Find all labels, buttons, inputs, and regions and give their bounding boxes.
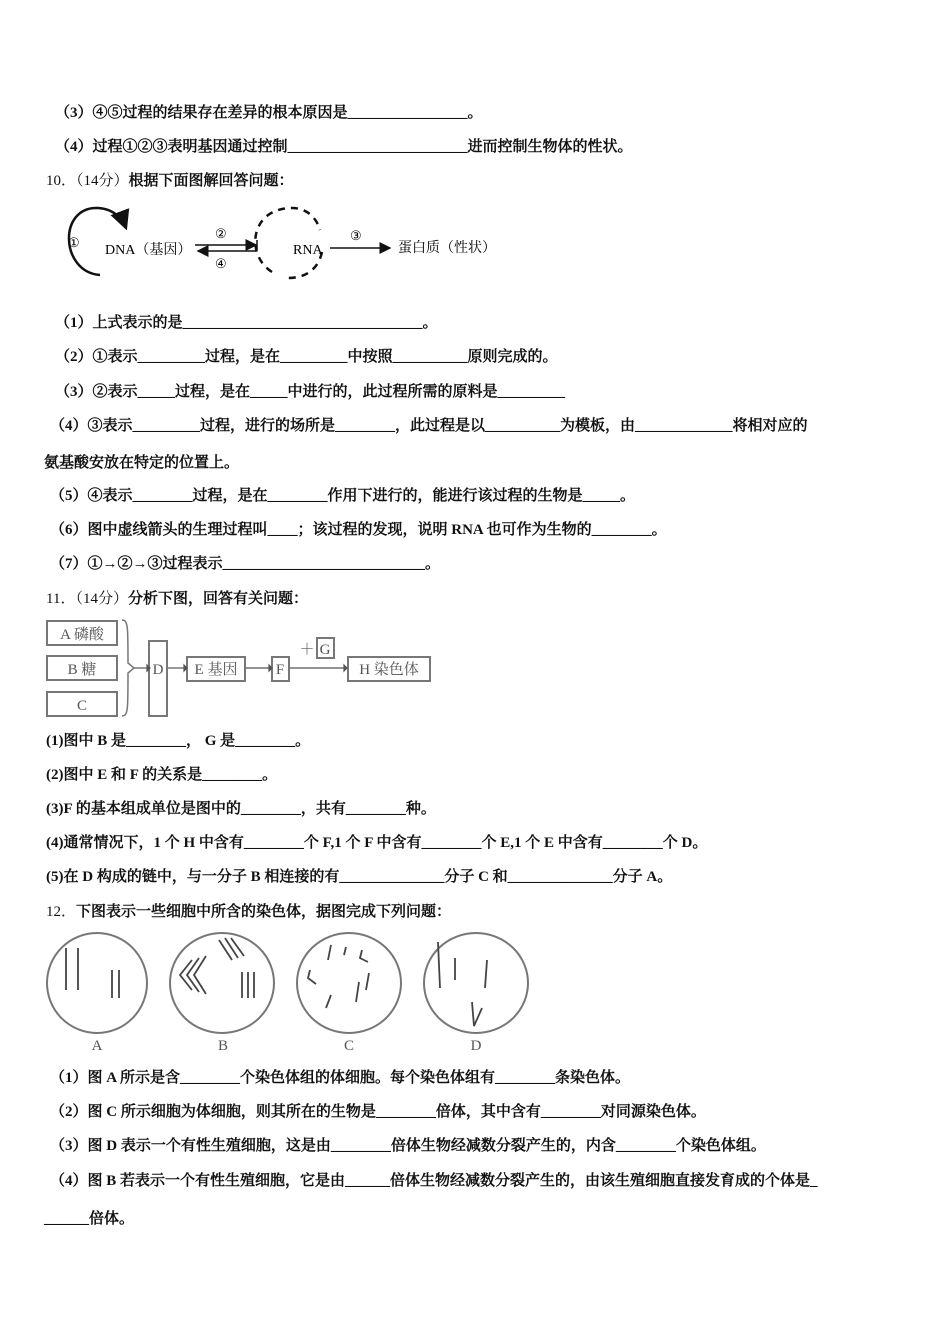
box-a-phosphate: A 磷酸 [60,627,104,643]
q10-part3: （3）②表示_____过程，是在_____中进行的，此过程所需的原料是_________ [55,384,566,400]
gene-structure-diagram [44,618,434,720]
q10-part4-cont: 氨基酸安放在特定的位置上。 [44,455,240,471]
q10-part6: （6）图中虚线箭头的生理过程叫____；该过程的发现，说明 RNA 也可作为生物的________。 [50,522,667,538]
cell-c [297,933,401,1033]
q11-part2: (2)图中 E 和 F 的关系是________。 [46,767,278,783]
box-d: D [152,662,164,678]
q10-part4: （4）③表示_________过程，进行的场所是________，此过程是以__________为模板，由_____________将相对应的 [50,418,808,434]
q11-part1: (1)图中 B 是________， G 是________。 [46,733,311,749]
q9-part4: （4）过程①②③表明基因通过控制________________________进而控制生物体的性状。 [55,139,633,155]
box-f: F [275,662,285,678]
cell-b-label: B [217,1038,229,1054]
q10-header [46,171,294,191]
question-prompt: 下图表示一些细胞中所含的染色体，据图完成下列问题： [76,904,452,920]
q11-part4: (4)通常情况下，1 个 H 中含有________个 F,1 个 F 中含有________个 E,1 个 E 中含有________个 D。 [46,835,708,851]
q9-part3: （3）④⑤过程的结果存在差异的根本原因是________________。 [55,105,483,121]
box-g: G [319,642,331,658]
step2-label: ② [215,226,227,241]
q11-part3: (3)F 的基本组成单位是图中的________，共有________种。 [46,801,436,817]
step3-label: ③ [350,228,362,243]
chromosome-cells-diagram [42,930,532,1055]
protein-label: 蛋白质（性状） [398,241,496,256]
step4-label: ④ [215,256,227,271]
rna-label: RNA [293,243,323,258]
question-prompt: 分析下图，回答有关问题： [127,591,308,607]
q10-part2: （2）①表示_________过程，是在_________中按照__________原则完成的。 [55,349,558,365]
cell-c-label: C [343,1038,355,1054]
q12-part4: （4）图 B 若表示一个有性生殖细胞，它是由______倍体生物经减数分裂产生的，由该生殖细胞直接发育成的个体是_ [50,1173,818,1189]
dna-label: DNA（基因） [105,243,192,258]
cell-a [47,933,147,1033]
q12-part1: （1）图 A 所示是含________个染色体组的体细胞。每个染色体组有________条染色体。 [50,1070,631,1086]
q10-part7: （7）①→②→③过程表示___________________________。 [50,556,441,572]
central-dogma-diagram [60,200,520,284]
q10-part1: （1）上式表示的是________________________________。 [55,315,438,331]
q12-header [46,902,451,922]
box-h-chromosome: H 染色体 [359,662,419,678]
box-b-sugar: B 糖 [67,662,97,678]
question-number: 10．（14分） [46,173,129,189]
question-number: 11．（14分） [46,591,128,607]
cell-d-label: D [470,1038,482,1054]
q11-part5: (5)在 D 构成的链中，与一分子 B 相连接的有______________分子 C 和______________分子 A。 [46,869,673,885]
q10-part5: （5）④表示________过程，是在________作用下进行的，能进行该过程的生物是_____。 [50,488,636,504]
step1-label: ① [68,235,80,250]
q12-part4-cont: ______倍体。 [44,1211,135,1227]
question-prompt: 根据下面图解回答问题： [128,173,294,189]
q12-part2: （2）图 C 所示细胞为体细胞，则其所在的生物是________倍体，其中含有________对同源染色体。 [50,1104,706,1120]
plus-sign: ＋ [299,642,315,658]
q11-header [46,589,308,609]
cell-a-label: A [91,1038,103,1054]
box-e-gene: E 基因 [194,662,238,678]
question-number: 12． [46,904,77,920]
q12-part3: （3）图 D 表示一个有性生殖细胞，这是由________倍体生物经减数分裂产生的，内含________个染色体组。 [50,1138,766,1154]
box-c: C [76,698,88,714]
